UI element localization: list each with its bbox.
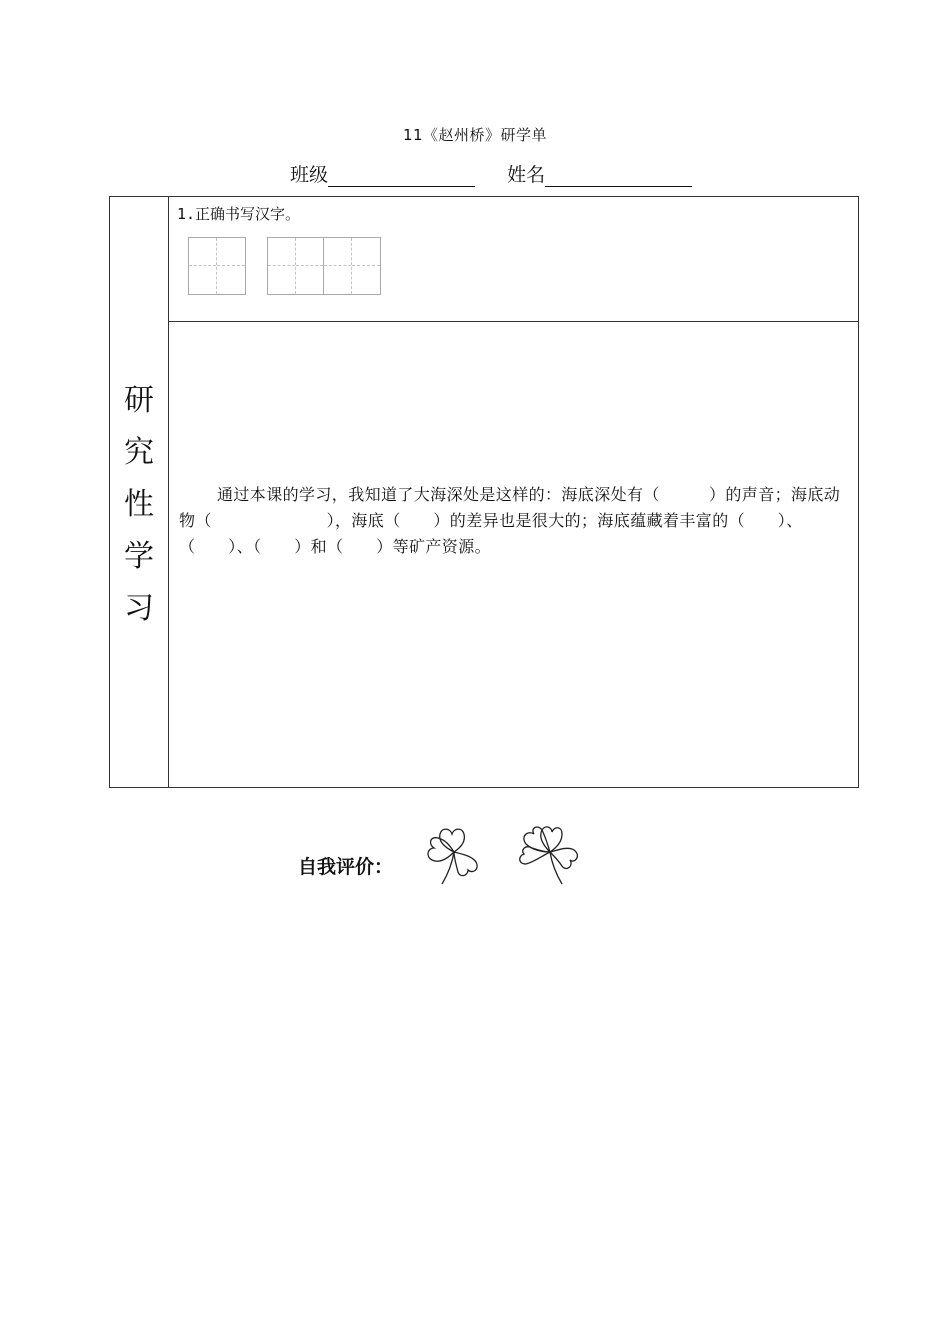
side-title: 研究性学习 bbox=[124, 383, 154, 626]
question-1: 1.正确书写汉字。 bbox=[177, 205, 301, 223]
worksheet-table bbox=[109, 196, 859, 788]
class-blank[interactable] bbox=[328, 166, 475, 187]
clover-icon[interactable] bbox=[418, 818, 490, 890]
grid-cell bbox=[324, 238, 352, 294]
class-label: 班级 bbox=[290, 164, 329, 186]
grid-cell bbox=[296, 238, 324, 294]
fill-in-section bbox=[169, 322, 858, 787]
writing-section bbox=[169, 197, 858, 322]
self-evaluation-label: 自我评价： bbox=[298, 856, 394, 878]
grid-cell bbox=[189, 238, 217, 294]
grid-cell bbox=[268, 238, 296, 294]
grid-cell bbox=[217, 238, 245, 294]
name-blank[interactable] bbox=[545, 166, 692, 187]
fill-in-paragraph: 通过本课的学习，我知道了大海深处是这样的：海底深处有（ ）的声音；海底动物（ ），海底（ ）的差异也是很大的；海底蕴藏着丰富的（ ）、（ ）、（ ）和（ ）等矿产资源。 bbox=[179, 485, 841, 556]
side-column bbox=[110, 197, 169, 787]
writing-grid-1[interactable] bbox=[188, 237, 246, 295]
writing-grid-2[interactable] bbox=[267, 237, 381, 295]
worksheet-title: 11《赵州桥》研学单 bbox=[402, 126, 548, 144]
grid-cell bbox=[352, 238, 380, 294]
clover-icon[interactable] bbox=[512, 818, 588, 890]
name-label: 姓名 bbox=[507, 164, 546, 186]
info-row bbox=[290, 160, 718, 187]
